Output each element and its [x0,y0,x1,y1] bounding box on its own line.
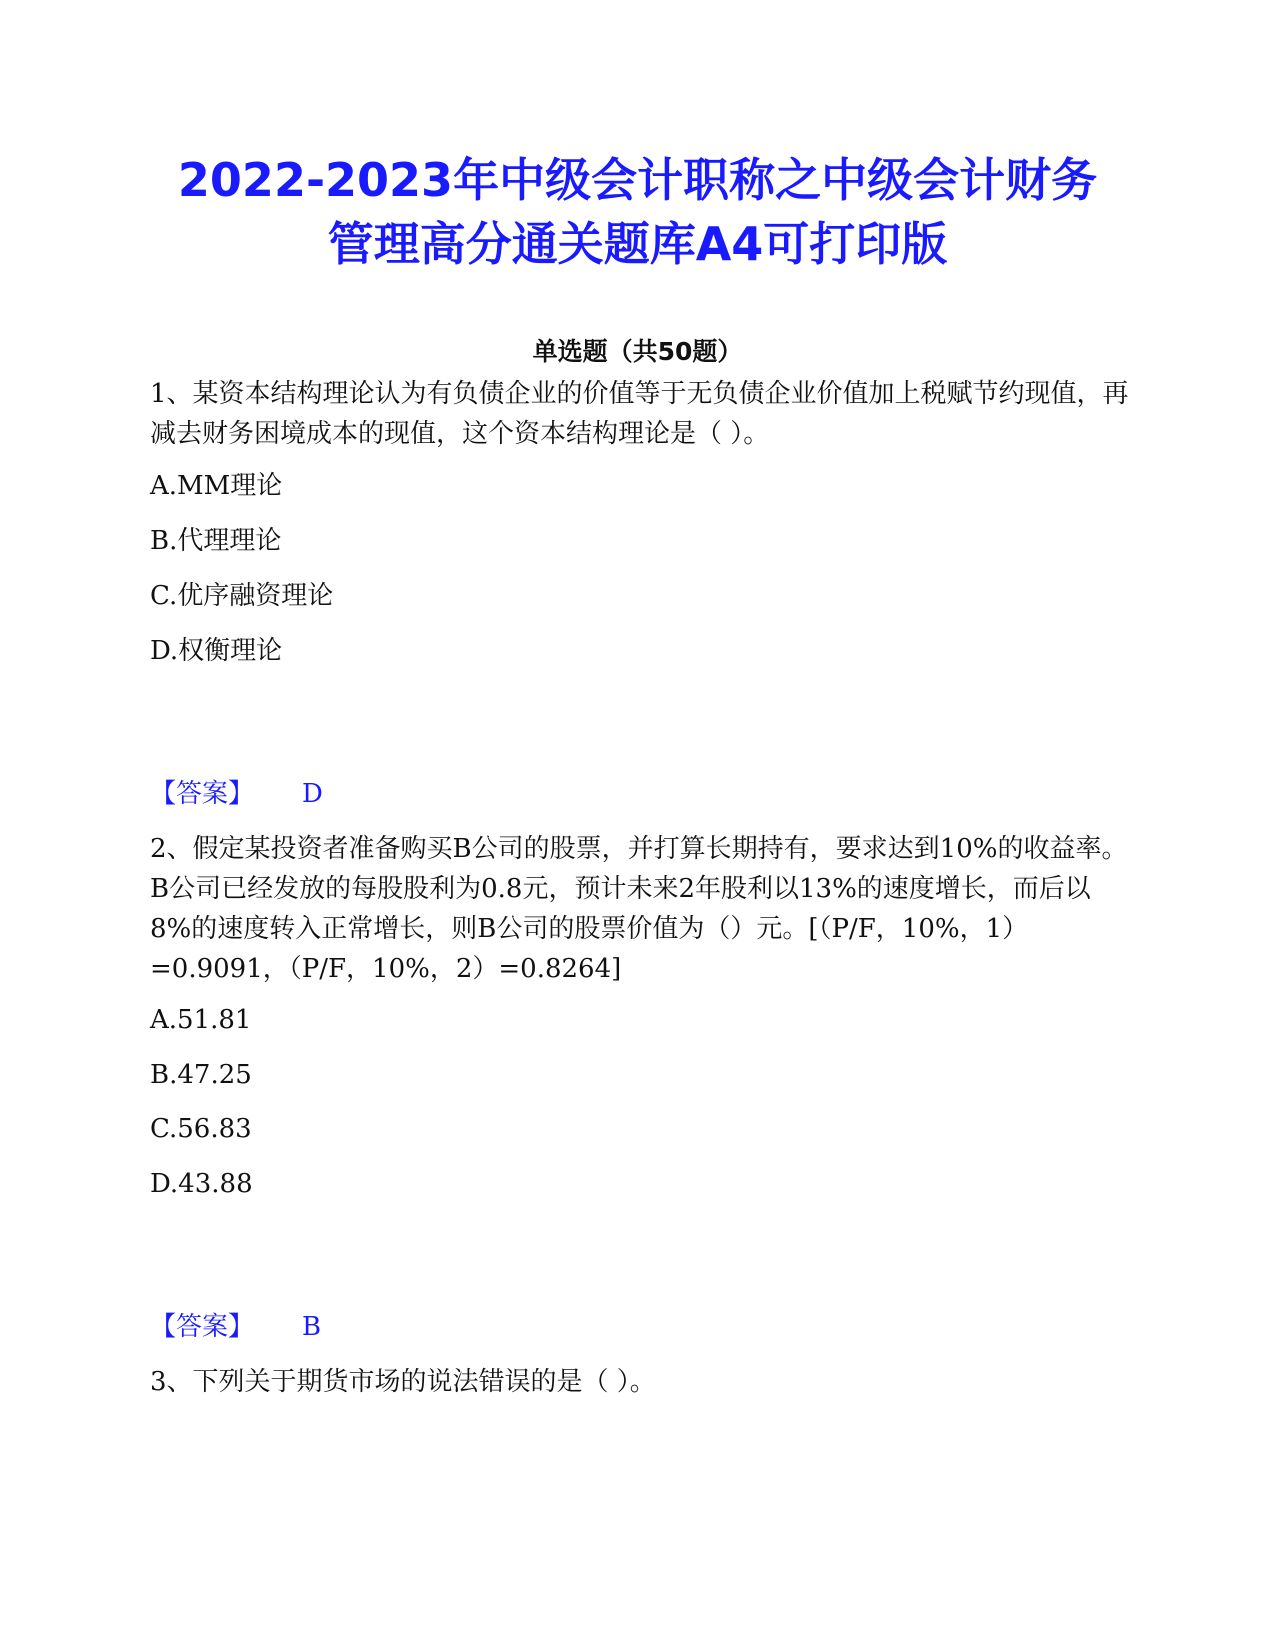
question-3-stem: 3、下列关于期货市场的说法错误的是（ ）。 [150,1367,656,1397]
question-2-option-a: A.51.81 [150,1005,252,1035]
question-2-answer [150,1309,321,1345]
answer-label: 【答案】 [150,779,255,809]
question-1-option-b: B.代理理论 [150,526,282,556]
answer-value: B [302,1312,322,1342]
question-1-stem: 1、某资本结构理论认为有负债企业的价值等于无负债企业价值加上税赋节约现值，再减去财务困境成本的现值，这个资本结构理论是（ ）。 [150,379,1129,449]
answer-value: D [302,779,323,809]
question-2-option-c: C.56.83 [150,1114,252,1144]
question-2-option-b: B.47.25 [150,1060,252,1090]
question-1-option-d: D.权衡理论 [150,636,283,666]
question-2-option-d: D.43.88 [150,1169,253,1199]
answer-label: 【答案】 [150,1312,255,1342]
section-header: 单选题（共50题） [532,337,743,366]
question-1-option-a: A.MM理论 [150,471,283,501]
question-2-stem: 2、假定某投资者准备购买B公司的股票，并打算长期持有，要求达到10%的收益率。B公司已经发放的每股股利为0.8元，预计未来2年股利以13%的速度增长，而后以8%的速度转入正常增长，则B公司的股票价值为（）元。[（P/F，10%，1）=0.9091，（P/F，10%，2）=0.8264] [150,834,1128,984]
question-1-answer [150,776,323,812]
question-1-option-c: C.优序融资理论 [150,581,334,611]
page-title-line-1: 2022-2023年中级会计职称之中级会计财务 [177,153,1098,207]
page-title [100,148,1175,276]
page-title-line-2: 管理高分通关题库A4可打印版 [327,217,948,271]
